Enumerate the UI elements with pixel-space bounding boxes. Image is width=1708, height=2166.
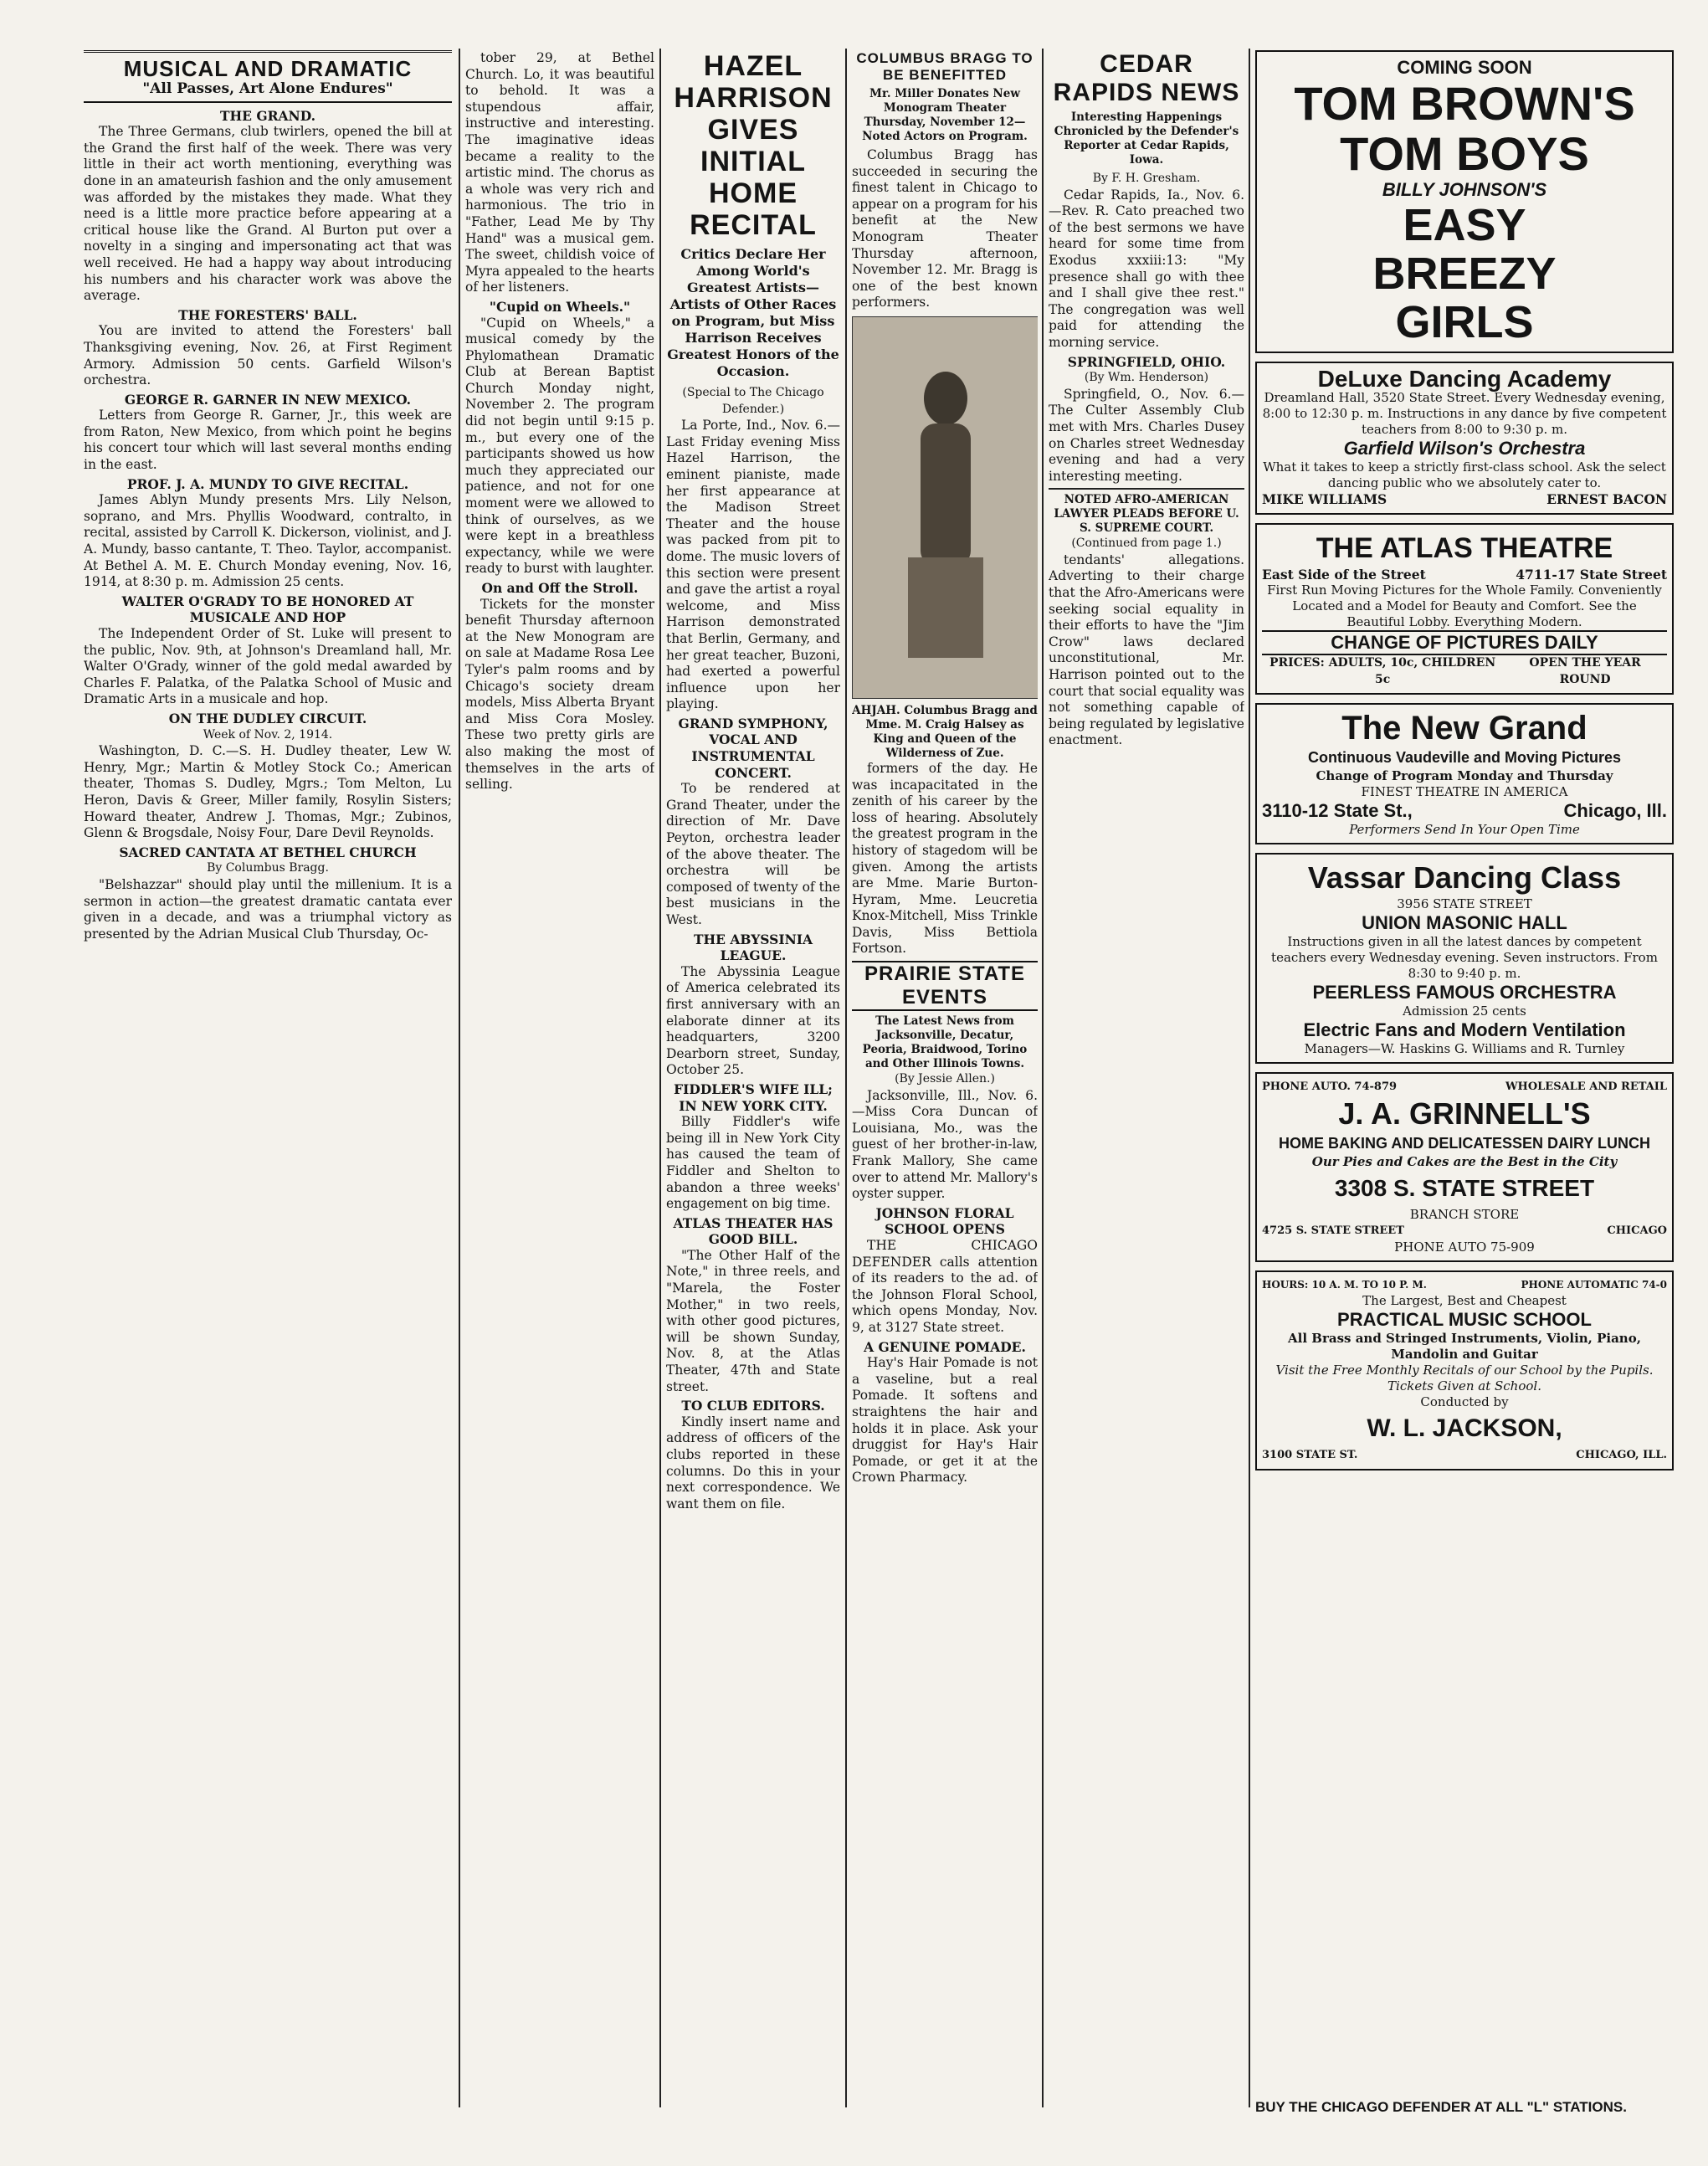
article-text: formers of the day. He was incapacitated in the zenith of his career by the loss of hearing. Absolutely the greatest program in the history of stagedom will be given. Among the artists are Mme. Marie Burton-Hyram, Mme. Leucretia Knox-Mitchell, Miss Trinkle Davis, Miss Bettiola Fortson.: [852, 760, 1038, 957]
article-text: Tickets for the monster benefit Thursday afternoon at the New Monogram are on sale at Madame Rosa Lee Tyler's palm rooms and by Chicago's society dream models, Miss Alberta Bryant and Miss Cora Mosley. These two pretty girls are also making the most of themselves in the arts of selling.: [465, 596, 654, 793]
ad-text: PHONE AUTO 75-909: [1394, 1239, 1535, 1255]
column-5: [1049, 50, 1244, 2107]
ad-sub: Garfield Wilson's Orchestra: [1343, 438, 1586, 459]
photo-caption: AHJAH. Columbus Bragg and Mme. M. Craig Halsey as King and Queen of the Wilderness of Zue.: [852, 703, 1038, 760]
column-rule: [459, 49, 460, 2107]
ad-address-right: 4711-17 State Street: [1516, 566, 1667, 583]
section-heading: JOHNSON FLORAL SCHOOL OPENS: [875, 1204, 1014, 1238]
section-heading: A GENUINE POMADE.: [864, 1338, 1026, 1355]
ad-title: TOM BROWN'S: [1294, 77, 1635, 130]
article-text: The Three Germans, club twirlers, opened the bill at the Grand the first half of the week. There was very little in their act worth mentioning, everything was done in an amateurish fashion and the only amusement was afforded by the mistakes they made. What they need is a little more practice before appearing at a critical house like the Grand. Al Burton put over a novelty in a singing and impersonating act that was well received. He had a happy way about introducing his numbers and his character work was above the average.: [84, 124, 452, 304]
section-heading: PRAIRIE STATE EVENTS: [852, 961, 1038, 1011]
article-text: THE CHICAGO DEFENDER calls attention of its readers to the ad. of the Johnson Floral School, which opens Monday, Nov. 9, at 3127 State street.: [852, 1238, 1038, 1335]
ad-hours: HOURS: 10 A. M. TO 10 P. M.: [1262, 1278, 1427, 1291]
ad-text: Change of Program Monday and Thursday: [1316, 768, 1613, 784]
ad-phone: PHONE AUTOMATIC 74-0: [1521, 1278, 1667, 1291]
section-heading: PROF. J. A. MUNDY TO GIVE RECITAL.: [126, 475, 409, 492]
ad-title: J. A. GRINNELL'S: [1338, 1096, 1591, 1131]
byline: (By Jessie Allen.): [895, 1072, 995, 1086]
ad-title: The New Grand: [1341, 710, 1587, 747]
section-heading: FIDDLER'S WIFE ILL; IN NEW YORK CITY.: [674, 1080, 833, 1114]
ad-text: What it takes to keep a strictly first-class school. Ask the select dancing public who we absolutely cater to.: [1263, 459, 1666, 490]
ad-vassar: [1255, 853, 1674, 1064]
section-heading: On and Off the Stroll.: [481, 580, 639, 596]
column-4: [852, 50, 1038, 2107]
section-heading: ATLAS THEATER HAS GOOD BILL.: [673, 1214, 833, 1248]
article-headline: CEDAR RAPIDS NEWS: [1053, 50, 1240, 106]
ad-branch-city: CHICAGO: [1607, 1224, 1667, 1237]
photo-ahjah: [852, 316, 1038, 699]
article-text: Billy Fiddler's wife being ill in New York City has caused the team of Fiddler and Shelton to abandon a three weeks' engagement on big time.: [666, 1114, 840, 1212]
ad-text: Conducted by: [1420, 1394, 1509, 1410]
article-text: Kindly insert name and address of officers of the clubs reported in these columns. Do this in your next correspondence. We want them on file.: [666, 1414, 840, 1512]
footer-notice: BUY THE CHICAGO DEFENDER AT ALL "L" STATIONS.: [1255, 2099, 1627, 2115]
ad-name: MIKE WILLIAMS: [1262, 491, 1387, 507]
byline: (Special to The Chicago Defender.): [682, 386, 824, 416]
article-text: Columbus Bragg has succeeded in securing the finest talent in Chicago to appear on a program for his benefit at the New Monogram Theater Thursday afternoon, November 12. Mr. Bragg is one of the best known performers.: [852, 147, 1038, 311]
ad-grinnell: [1255, 1072, 1674, 1261]
article-deck: Interesting Happenings Chronicled by the Defender's Reporter at Cedar Rapids, Iowa.: [1054, 110, 1239, 167]
ad-address: [1262, 567, 1667, 583]
continued-note: (Continued from page 1.): [1071, 536, 1222, 551]
article-text: You are invited to attend the Foresters' ball Thanksgiving evening, Nov. 26, at First Regiment Armory. Admission 50 cents. Garfield Wilson's orchestra.: [84, 323, 452, 388]
ad-address-row: [1262, 1447, 1667, 1464]
ad-address: 3308 S. STATE STREET: [1334, 1174, 1595, 1201]
masthead-motto: "All Passes, Art Alone Endures": [84, 81, 452, 103]
ad-names: [1262, 491, 1667, 508]
article-text: The Independent Order of St. Luke will present to the public, Nov. 9th, at Johnson's Dreamland hall, Mr. Walter O'Grady, winner of the gold medal awarded by Charles F. Palatka, of the Palatka School of Music and Dramatic Arts in a musicale and hop.: [84, 626, 452, 707]
column-rule: [845, 49, 847, 2107]
masthead-title: MUSICAL AND DRAMATIC: [84, 50, 452, 81]
ad-name: W. L. JACKSON,: [1367, 1414, 1562, 1443]
ad-prices: [1262, 655, 1667, 688]
byline: (By Wm. Henderson): [1084, 371, 1209, 385]
figure-illustration: [883, 348, 1008, 666]
section-heading: ON THE DUDLEY CIRCUIT.: [168, 710, 367, 726]
ad-wholesale: WHOLESALE AND RETAIL: [1505, 1080, 1667, 1094]
ad-text: Dreamland Hall, 3520 State Street. Every Wednesday evening, 8:00 to 12:30 p. m. Instructions in any dance by five competent teachers from 8:00 to 9:30 p. m.: [1262, 390, 1667, 437]
ad-title: TOM BOYS: [1340, 127, 1589, 180]
article-headline: COLUMBUS BRAGG TO BE BENEFITTED: [856, 50, 1034, 83]
ad-title: BREEZY: [1372, 249, 1557, 299]
byline: By F. H. Gresham.: [1092, 172, 1201, 185]
section-heading: GEORGE R. GARNER IN NEW MEXICO.: [124, 391, 412, 408]
ad-text: Our Pies and Cakes are the Best in the City: [1311, 1153, 1618, 1169]
article-headline: HAZEL HARRISON GIVES INITIAL HOME RECITAL: [674, 50, 833, 241]
article-text: tober 29, at Bethel Church. Lo, it was beautiful to behold. It was a stupendous affair, instructive and interesting. The imaginative ideas became a reality to the artistic mind. The chorus as a whole was very rich and harmonious. The trio in "Father, Lead Me by Thy Hand" was a musical gem. The sweet, childish voice of Myra appealed to the hearts of her listeners.: [465, 50, 654, 295]
ad-address: [1262, 800, 1667, 822]
ad-text: All Brass and Stringed Instruments, Violin, Piano, Mandolin and Guitar: [1288, 1331, 1641, 1363]
ad-phone: PHONE AUTO. 74-879: [1262, 1080, 1398, 1094]
column-rule: [659, 49, 661, 2107]
article-text: La Porte, Ind., Nov. 6.—Last Friday evening Miss Hazel Harrison, the eminent pianiste, made her first appearance at the Madison Street Theater and the house was packed from pit to dome. The music lovers of this section were present and gave the artist a royal welcome, and Miss Harrison demonstrated that Berlin, Germany, and her great teacher, Buzoni, had exerted a powerful influence upon her playing.: [666, 418, 840, 712]
section-heading: THE ABYSSINIA LEAGUE.: [693, 931, 813, 964]
ad-title: GIRLS: [1395, 297, 1534, 347]
ad-sub: Continuous Vaudeville and Moving Pictures: [1307, 749, 1622, 767]
article-text: Hay's Hair Pomade is not a vaseline, but a real Pomade. It softens and straightens the hair and holds it in place. Ask your druggist for Hay's Hair Pomade, or get it at the Crown Pharmacy.: [852, 1355, 1038, 1486]
article-text: Cedar Rapids, Ia., Nov. 6.—Rev. R. Cato preached two of the best sermons we have heard for some time from Exodus xxxiii:13: "My presence shall go with thee and I shall give thee rest." The congregation was well paid for attending the morning service.: [1049, 187, 1244, 350]
ad-address-left: East Side of the Street: [1262, 566, 1426, 583]
ad-price-text: PRICES: ADULTS, 10c, CHILDREN 5c: [1269, 656, 1496, 686]
ad-text: Instructions given in all the latest dances by competent teachers every Wednesday evening. Seven instructors. From 8:30 to 9:40 p. m.: [1271, 934, 1658, 982]
ad-title: EASY: [1403, 200, 1526, 250]
article-text: "Cupid on Wheels," a musical comedy by the Phylomathean Dramatic Club at Berean Baptist Church Monday night, November 2. The program did not begin until 9:15 p. m., but every one of the participants showed us how much they appreciated our patience, and not for one moment were we allowed to think of ourselves, as we were kept in a breathless expectancy, while we were ready to burst with laughter.: [465, 315, 654, 577]
column-rule: [1249, 49, 1250, 2107]
divider: [1049, 488, 1244, 490]
ad-address-left: 3110-12 State St.,: [1262, 800, 1413, 822]
ad-branch-row: [1262, 1223, 1667, 1240]
ad-address-right: CHICAGO, ILL.: [1576, 1449, 1667, 1462]
ad-text: 3956 STATE STREET: [1397, 896, 1532, 912]
section-heading: TO CLUB EDITORS.: [681, 1398, 825, 1414]
article-text: The Abyssinia League of America celebrated its first anniversary with an elaborate dinner at its headquarters, 3200 Dearborn street, Sunday, October 25.: [666, 963, 840, 1078]
ad-deluxe: [1255, 362, 1674, 515]
column-3: [666, 50, 840, 2107]
article-text: Jacksonville, Ill., Nov. 6.—Miss Cora Duncan of Louisiana, Mo., was the guest of her brother-in-law, Frank Mallory, She came over to attend Mr. Mallory's oyster supper.: [852, 1087, 1038, 1202]
ad-sub: HOME BAKING AND DELICATESSEN DAIRY LUNCH: [1278, 1134, 1650, 1152]
article-text: Letters from George R. Garner, Jr., this week are from Raton, New Mexico, from which point he begins his concert tour which will last several months ending in the east.: [84, 408, 452, 473]
ads-column: [1255, 50, 1674, 2107]
ad-title: THE ATLAS THEATRE: [1316, 531, 1613, 564]
section-heading: SACRED CANTATA AT BETHEL CHURCH: [119, 844, 417, 860]
ad-open-text: OPEN THE YEAR ROUND: [1529, 656, 1641, 686]
ad-sub: BILLY JOHNSON'S: [1382, 179, 1547, 200]
ad-header-row: [1262, 1079, 1667, 1096]
column-1: [84, 50, 452, 2107]
ad-sub: CHANGE OF PICTURES DAILY: [1262, 630, 1667, 655]
ad-text: Managers—W. Haskins G. Williams and R. Turnley: [1304, 1041, 1625, 1057]
article-deck: The Latest News from Jacksonville, Decatur, Peoria, Braidwood, Torino and Other Illinois Towns.: [862, 1014, 1028, 1071]
ad-sub: UNION MASONIC HALL: [1362, 912, 1567, 934]
article-text: tendants' allegations. Adverting to their charge that the Afro-Americans were seeking social equality in their efforts to have the "Jim Crow" laws declared unconstitutional, Mr. Harrison pointed out to the court that social equality was not something capable of being regulated by legislative enactment.: [1049, 552, 1244, 748]
ad-text: Performers Send In Your Open Time: [1349, 822, 1580, 838]
article-text: Washington, D. C.—S. H. Dudley theater, Lew W. Henry, Mgr.; Martin & Motley Stock Co.; American theater, Thomas S. Dudley, Mgrs.; Tom Melton, Lu Heron, Davis & Greer, Miller family, Rosylin Sisters; Howard theater, Andrew J. Thomas, Mgr.; Zubinos, Glenn & Brogsdale, Noisy Four, Dare Devil Reynolds.: [84, 743, 452, 841]
section-heading: THE GRAND.: [220, 107, 315, 124]
article-text: "Belshazzar" should play until the millenium. It is a sermon in action—the greatest dramatic cantata ever given in a decade, and was a triumphal victory as presented by the Adrian Musical Club Thursday, Oc-: [84, 876, 452, 942]
section-heading: GRAND SYMPHONY, VOCAL AND INSTRUMENTAL CONCERT.: [678, 715, 828, 781]
ad-music-school: [1255, 1270, 1674, 1471]
section-heading: THE FORESTERS' BALL.: [178, 306, 357, 323]
article-text: To be rendered at Grand Theater, under the direction of Mr. Dave Peyton, orchestra leader of the above theater. The orchestra will be composed of twenty of the best musicians in the West.: [666, 781, 840, 927]
ad-branch-address: 4725 S. STATE STREET: [1262, 1224, 1404, 1237]
ad-sub: Electric Fans and Modern Ventilation: [1303, 1019, 1626, 1041]
article-text: James Ablyn Mundy presents Mrs. Lily Nelson, soprano, and Mrs. Phyllis Woodward, contralto, in recital, assisted by Carroll K. Dickerson, violinist, and J. A. Mundy, basso cantante, T. Theo. Taylor, accompanist. At Bethel A. M. E. Church Monday evening, Nov. 16, 1914, at 8:30 p. m. Admission 25 cents.: [84, 492, 452, 590]
ad-address-left: 3100 STATE ST.: [1262, 1449, 1358, 1462]
ad-name: ERNEST BACON: [1546, 491, 1667, 507]
ad-tom-browns: [1255, 50, 1674, 353]
ad-coming-soon: COMING SOON: [1397, 57, 1532, 78]
ad-header-row: [1262, 1277, 1667, 1294]
column-rule: [1042, 49, 1044, 2107]
ad-new-grand: [1255, 703, 1674, 844]
dateline: Week of Nov. 2, 1914.: [203, 727, 333, 742]
article-text: "The Other Half of the Note," in three reels, and "Marela, the Foster Mother," in two reels, with other good pictures, will be shown Sunday, Nov. 8, at the Atlas Theater, 47th and State street.: [666, 1247, 840, 1394]
column-2: [465, 50, 654, 2107]
article-text: Springfield, O., Nov. 6.—The Culter Assembly Club met with Mrs. Charles Dusey on Charles street Wednesday evening and had a very interesting meeting.: [1049, 386, 1244, 484]
ad-text: First Run Moving Pictures for the Whole Family. Conveniently Located and a Model for Beauty and Comfort. See the Beautiful Lobby. Everything Modern.: [1267, 583, 1662, 630]
ad-title: Vassar Dancing Class: [1307, 860, 1622, 896]
section-heading: SPRINGFIELD, OHIO.: [1067, 353, 1226, 370]
ad-text: Admission 25 cents: [1403, 1003, 1526, 1019]
article-deck: Mr. Miller Donates New Monogram Theater Thursday, November 12—Noted Actors on Program.: [862, 87, 1028, 143]
ad-sub: PEERLESS FAMOUS ORCHESTRA: [1312, 982, 1617, 1003]
ad-title: DeLuxe Dancing Academy: [1317, 366, 1612, 392]
byline: By Columbus Bragg.: [207, 861, 329, 875]
ad-text: The Largest, Best and Cheapest: [1362, 1293, 1567, 1309]
ad-atlas: [1255, 523, 1674, 695]
ad-address-right: Chicago, Ill.: [1563, 800, 1667, 822]
ad-text: Visit the Free Monthly Recitals of our School by the Pupils. Tickets Given at School.: [1275, 1363, 1654, 1394]
section-heading: NOTED AFRO-AMERICAN LAWYER PLEADS BEFORE U. S. SUPREME COURT.: [1054, 493, 1239, 536]
ad-title: PRACTICAL MUSIC SCHOOL: [1337, 1309, 1592, 1331]
article-deck: Critics Declare Her Among World's Greatest Artists—Artists of Other Races on Program, but Miss Harrison Receives Greatest Honors of the Occasion.: [667, 246, 839, 379]
ad-text: BRANCH STORE: [1409, 1206, 1520, 1222]
section-heading: "Cupid on Wheels.": [489, 298, 631, 315]
ad-text: FINEST THEATRE IN AMERICA: [1361, 784, 1568, 800]
section-heading: WALTER O'GRADY TO BE HONORED AT MUSICALE AND HOP: [121, 593, 414, 626]
